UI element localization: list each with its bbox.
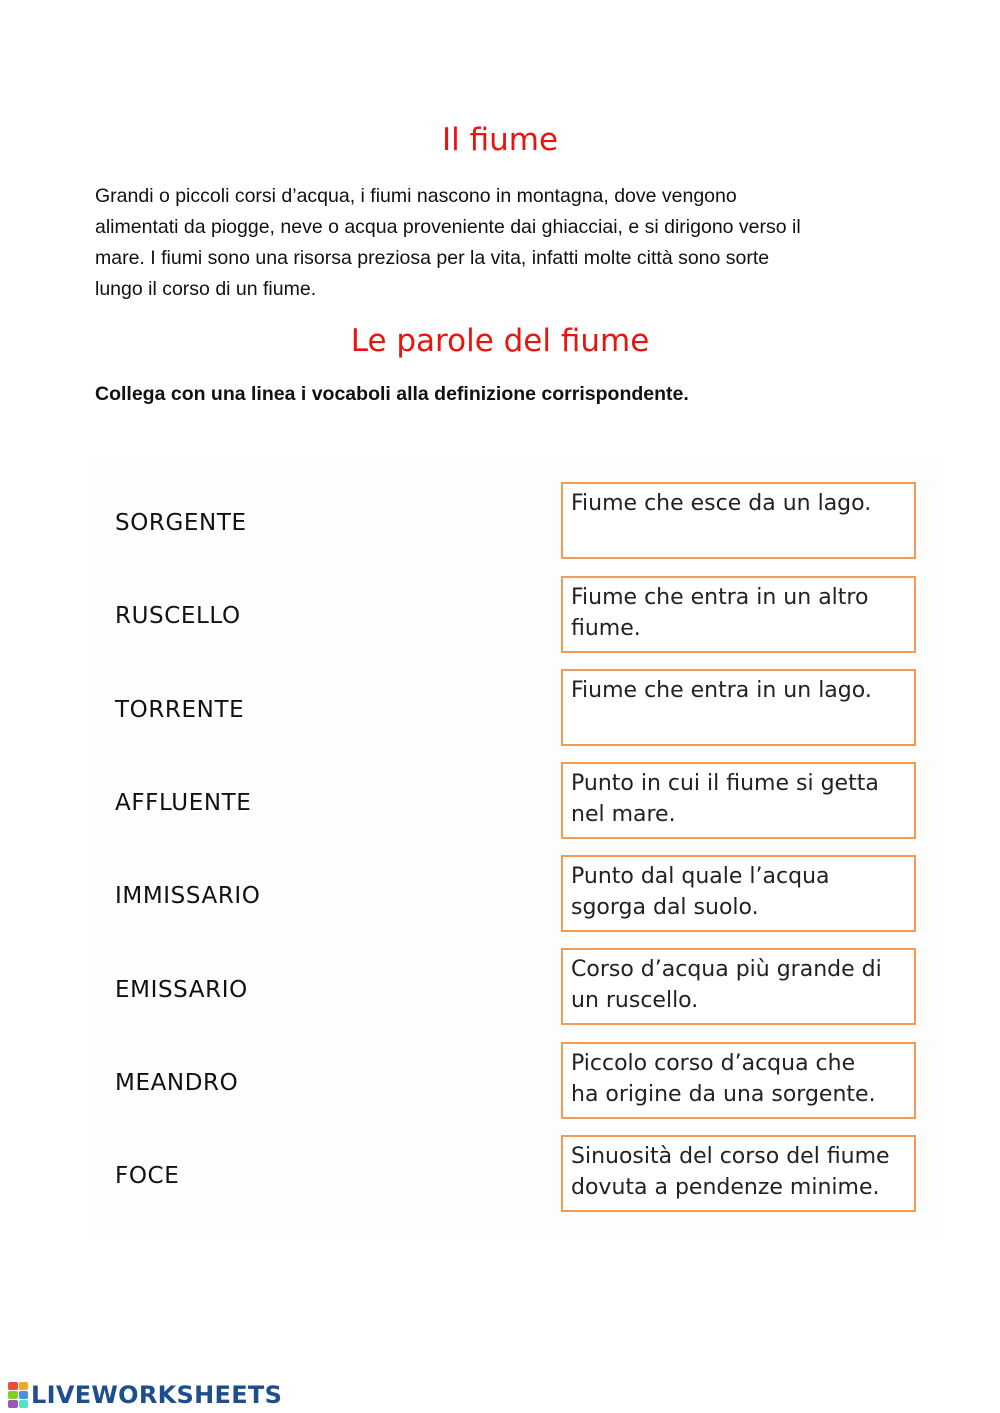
definition-box[interactable]: [561, 855, 916, 932]
definition-box[interactable]: [561, 1042, 916, 1119]
definition-line: Punto in cui il fiume si getta: [571, 771, 879, 796]
word-meandro[interactable]: MEANDRO: [115, 1070, 239, 1096]
word-emissario[interactable]: EMISSARIO: [115, 977, 248, 1003]
liveworksheets-logo[interactable]: [8, 1380, 282, 1410]
definition-line: Piccolo corso d’acqua che: [571, 1051, 856, 1076]
definition-line: Punto dal quale l’acqua: [571, 864, 830, 889]
word-torrente[interactable]: TORRENTE: [115, 697, 245, 723]
definition-line: sgorga dal suolo.: [571, 895, 759, 920]
definition-box[interactable]: [561, 482, 916, 559]
word-ruscello[interactable]: RUSCELLO: [115, 603, 241, 629]
definition-line: Fiume che entra in un lago.: [571, 678, 872, 703]
intro-line: mare. I fiumi sono una risorsa preziosa per la vita, infatti molte città sono sorte: [95, 247, 770, 269]
word-sorgente[interactable]: SORGENTE: [115, 510, 247, 536]
logo-text: LIVEWORKSHEETS: [31, 1381, 283, 1409]
word-affluente[interactable]: AFFLUENTE: [115, 790, 252, 816]
matching-exercise: [88, 458, 943, 1238]
definition-line: dovuta a pendenze minime.: [571, 1175, 880, 1200]
intro-paragraph: [95, 181, 915, 305]
definition-line: un ruscello.: [571, 988, 699, 1013]
intro-line: alimentati da piogge, neve o acqua proveniente dai ghiacciai, e si dirigono verso il: [95, 216, 801, 238]
definition-line: Sinuosità del corso del fiume: [571, 1144, 890, 1169]
definition-box[interactable]: [561, 669, 916, 746]
definition-box[interactable]: [561, 762, 916, 839]
definition-line: fiume.: [571, 616, 641, 641]
instruction-text: Collega con una linea i vocaboli alla definizione corrispondente.: [95, 383, 689, 405]
definition-line: ha origine da una sorgente.: [571, 1082, 876, 1107]
definition-box[interactable]: [561, 576, 916, 653]
section-title: Le parole del fiume: [350, 323, 650, 359]
intro-line: lungo il corso di un fiume.: [95, 278, 317, 300]
definition-line: Corso d’acqua più grande di: [571, 957, 882, 982]
definition-box[interactable]: [561, 948, 916, 1025]
definition-box[interactable]: [561, 1135, 916, 1212]
word-immissario[interactable]: IMMISSARIO: [115, 883, 261, 909]
logo-mark-icon: [8, 1382, 28, 1408]
word-foce[interactable]: FOCE: [115, 1163, 180, 1189]
definition-line: nel mare.: [571, 802, 676, 827]
definition-line: Fiume che esce da un lago.: [571, 491, 872, 516]
page-title: Il fiume: [441, 122, 559, 158]
definition-line: Fiume che entra in un altro: [571, 585, 869, 610]
intro-line: Grandi o piccoli corsi d’acqua, i fiumi nascono in montagna, dove vengono: [95, 185, 737, 207]
